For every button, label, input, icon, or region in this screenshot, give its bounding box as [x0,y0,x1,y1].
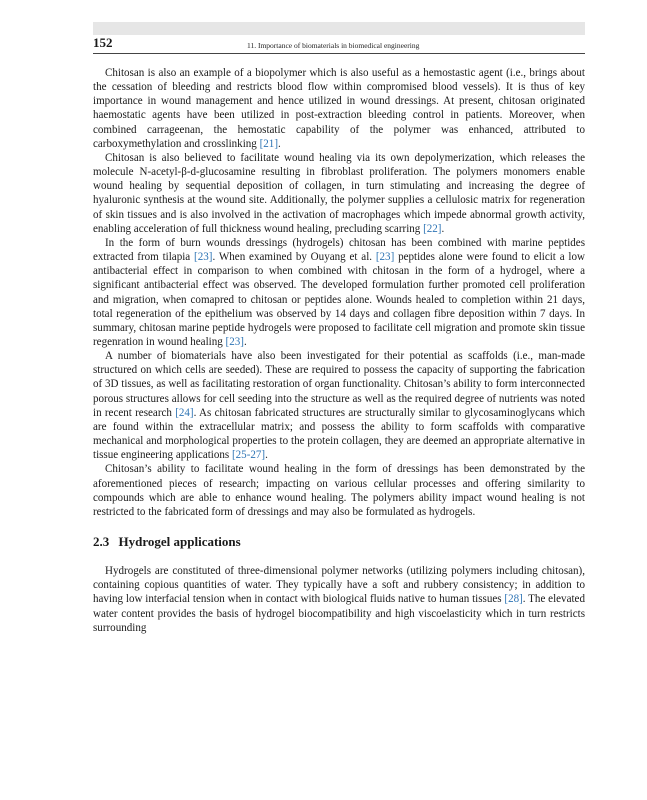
paragraph [93,564,585,635]
section-title: Hydrogel applications [118,534,241,549]
section-heading [93,535,585,549]
citation-link[interactable]: [21] [259,137,278,150]
paragraph-text: . [243,335,247,348]
paragraph-text: . [441,222,445,235]
paragraph-text: . [278,137,281,150]
citation-link[interactable]: [24] [175,406,194,419]
citation-link[interactable]: [28] [504,593,523,606]
page-number: 152 [93,35,113,50]
paragraph-text: Hydrogels are constituted of three-dimensional polymer networks (utilizing polymers including chitosan), containing copious quantities of water. They typically have a soft and rubbery consistency; in addition to having low interfacial tension when in contact with biological fluids native to human tissues [93,565,585,606]
citation-link[interactable]: [23] [225,335,244,348]
section-paragraph-group [93,564,585,635]
paragraph-text: Chitosan is also an example of a biopolymer which is also useful as a hemostastic agent (i.e., brings about the cessation of bleeding and restricts blood flow within compromised blood vessels). It is thus of key importance in wound management and hence utilized in wound dressings. At present, chitosan originated haemostatic agents have been utilized in post-extraction bleeding control in patients. Moreover, when combined carrageenan, the hemostatic capability of the polymer was enhanced, attributed to carboxymethylation and crosslinking [93,67,585,150]
paragraph-text: peptides alone were found to elicit a low antibacterial effect in comparison to when combined with chitosan in the form of a hydrogel, where a significant antibacterial effect was observed. The developed formulation further promoted cell proliferation and migration, when comapred to chitosan or peptides alone. Wounds healed to completion within 21 days, total regeneration of the epithelium was observed by 14 days and collagen fibre deposition within 7 days. In summary, chitosan marine peptide hydrogels were proposed to facilitate cell migration and promote skin tissue regenration in wound healing [93,251,586,348]
paragraph [93,236,585,349]
paragraph [93,66,585,151]
citation-link[interactable]: [25-27] [231,449,266,462]
page-header [93,35,585,54]
header-band [93,22,585,35]
citation-link[interactable]: [23] [375,251,395,264]
running-head: 11. Importance of biomaterials in biomedical engineering [247,41,420,50]
citation-link[interactable]: [22] [423,222,442,235]
citation-link[interactable]: [23] [194,251,213,264]
body-text [93,66,585,635]
paragraph-group [93,66,585,519]
paragraph-text: Chitosan is also believed to facilitate wound healing via its own depolymerization, which releases the molecule N-acetyl-β-d-glucosamine resulting in fibroblast proliferation. The polymers monomers enable wound healing by sequential deposition of collagen, in turn stimulating and increasing the degree of hyaluronic synthesis at the wound site. Additionally, the polymer supplies a cellulosic matrix for regeneration of skin tissues and is also involved in the activation of macrophages which impede abnormal growth activity, enabling acceleration of full thickness wound healing, precluding scarring [93,151,585,235]
paragraph-text: A number of biomaterials have also been investigated for their potential as scaffolds (i.e., man-made structured on which cells are seeded). These are required to possess the capacity of supporting the fabrication of 3D tissues, as well as facilitating restoration of organ functionality. Chitosan’s ability to form interconnected porous structures allows for cell seeding into the structure as well as the required degree of nutrients was noted in recent research [93,350,585,419]
paragraph-text: . When examined by Ouyang et al. [212,251,376,264]
paragraph-text: . [265,449,268,462]
paragraph [93,151,585,236]
paragraph-text: . The elevated water content provides the basis of hydrogel biocompatibility and high viscoelasticity which in turn restricts surrounding [93,593,585,634]
section-number: 2.3 [93,534,110,549]
paragraph-text: Chitosan’s ability to facilitate wound healing in the form of dressings has been demonstrated by the aforementioned pieces of research; impacting on various cellular processes and offering similarity to compounds which are able to enhance wound healing. The polymers ability impact wound healing is not restricted to the fabricated form of dressings and may also be formulated as hydrogels. [93,463,585,518]
paragraph-text: . As chitosan fabricated structures are structurally similar to glycosaminoglycans which are found within the extracellular matrix; and possess the ability to form scaffolds with comparative mechanical and morphological properties to the protein collagen, they are deemed an appropriate alternative in tissue engineering applications [93,406,585,462]
paragraph-text: In the form of burn wounds dressings (hydrogels) chitosan has been combined with marine peptides extracted from tilapia [93,236,585,264]
paragraph [93,462,585,519]
paragraph [93,349,585,462]
